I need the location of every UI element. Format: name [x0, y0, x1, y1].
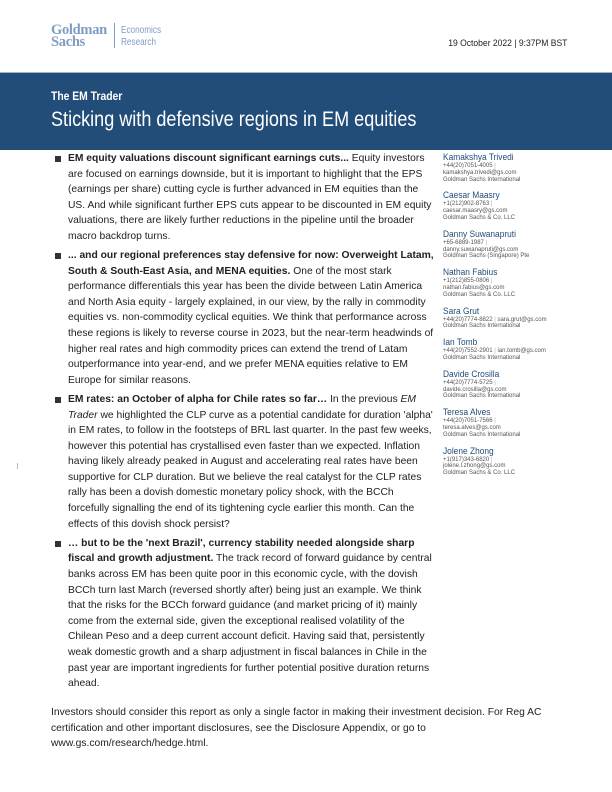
author-name: Sara Grut [443, 305, 480, 317]
paragraph-lead: ... and our regional preferences stay defensive for now: Overweight Latam, South & South-East Asia, and MENA equities. [68, 250, 434, 277]
author-firm: Goldman Sachs & Co. LLC [443, 291, 516, 298]
author-contact [443, 306, 608, 331]
author-contact [443, 369, 608, 400]
author-phone: +44(20)7051-7566 | [443, 418, 496, 425]
margin-mark [17, 463, 18, 469]
report-body [55, 151, 437, 695]
author-email[interactable]: caesar.maasry@gs.com [443, 208, 508, 215]
author-phone-email: +44(20)7552-2901 | ian.tomb@gs.com [443, 348, 546, 355]
author-firm: Goldman Sachs International [443, 354, 521, 361]
disclosure-footer: Investors should consider this report as only a single factor in making their investment decision. For Reg AC certification and other important disclosures, see the Disclosure Appendix, or go to www.gs.com/research/hedge.html. [51, 707, 542, 749]
author-firm: Goldman Sachs (Singapore) Pte [443, 253, 530, 260]
goldman-sachs-logo [51, 23, 172, 48]
author-firm: Goldman Sachs International [443, 176, 521, 183]
author-phone: +44(20)7774-8822 [443, 316, 493, 323]
author-firm: Goldman Sachs International [443, 323, 521, 330]
author-email[interactable]: kamakshya.trivedi@gs.com [443, 169, 517, 176]
author-firm: Goldman Sachs & Co. LLC [443, 214, 516, 221]
publish-date: 19 October 2022 | 9:37PM BST [447, 38, 567, 49]
author-email[interactable]: jolene.l.zhong@gs.com [443, 463, 506, 470]
author-name: Kamakshya Trivedi [443, 152, 514, 163]
author-contact [443, 267, 608, 298]
unit-line-1: Economics [120, 23, 161, 36]
author-contact [443, 407, 608, 438]
author-firm: Goldman Sachs International [443, 393, 521, 400]
author-name: Danny Suwanapruti [443, 228, 516, 240]
author-name: Caesar Maasry [443, 190, 500, 202]
author-phone: +1(212)855-0806 | [443, 278, 493, 285]
paragraph-lead: EM equity valuations discount significant earnings cuts... [68, 153, 349, 164]
author-email[interactable]: teresa.alves@gs.com [443, 424, 501, 431]
author-name: Nathan Fabius [443, 267, 498, 279]
author-contacts [443, 152, 608, 484]
logo-line-1: Goldman [51, 21, 107, 38]
report-title: Sticking with defensive regions in EM equities [51, 108, 417, 131]
paragraph-text: In the previous [327, 393, 401, 405]
author-contact [443, 229, 608, 260]
author-name: Teresa Alves [443, 407, 491, 419]
author-email[interactable]: davide.crosilla@gs.com [443, 386, 507, 393]
paragraph-lead: EM rates: an October of alpha for Chile rates so far… [68, 393, 328, 405]
author-phone-email: +44(20)7774-8822 | sara.grut@gs.com [443, 316, 547, 323]
author-name: Davide Crosilla [443, 368, 500, 380]
author-phone: +1(212)902-8763 | [443, 201, 493, 208]
author-firm: Goldman Sachs & Co. LLC [443, 470, 516, 477]
bullet-paragraph [55, 248, 437, 388]
author-phone: +44(20)7552-2901 [443, 348, 493, 355]
bullet-paragraph [55, 536, 437, 692]
author-firm: Goldman Sachs International [443, 431, 521, 438]
paragraph-lead: … but to be the 'next Brazil', currency stability needed alongside sharp fiscal and growth adjustment. [68, 537, 415, 565]
publication-name: EM Trader [68, 393, 416, 421]
bullet-icon [55, 541, 61, 547]
author-name: Jolene Zhong [443, 445, 494, 457]
logo-divider [114, 23, 115, 48]
paragraph-text: Equity investors are focused on earnings downside, but it is important to highlight that the EPS (earnings per share) cutting cycle is further advanced in EM equities than the US. And while significant further EPS cuts appear to be discounted in EM equity valuations, there are likely further reductions in the pipeline until the broader macro backdrop turns. [68, 153, 432, 242]
author-email[interactable]: danny.suwanapruti@gs.com [443, 246, 519, 253]
author-phone: +44(20)7774-5725 | [443, 379, 496, 386]
unit-line-2: Research [120, 35, 156, 48]
author-phone: +1(917)343-6820 | [443, 456, 493, 463]
series-name: The EM Trader [51, 91, 123, 103]
author-name: Ian Tomb [443, 337, 478, 349]
paragraph-text: One of the most stark performance differentials this year has been the divide between Latin America and North Asia equity - largely explained, in our view, by the rally in commodity equities vs. non-commodity cyclical equities. We think that performance across these regions is likely to reverse course in 2023, but the near-term headwinds of higher real rates and high commodity prices can extend the trend of Latam outperformance into year-end, and we prefer MENA equities relative to EM Europe for similar reasons. [68, 265, 434, 386]
logo-line-2: Sachs [51, 33, 85, 50]
paragraph-text: we highlighted the CLP curve as a potential candidate for duration 'alpha' in EM rates, to follow in the footsteps of BRL last quarter. In the past few weeks, however this potential has crystallised even faster than we expected. Inflation having likely already peaked in August and accelerating real rates have been supportive for CLP duration. But we believe the real catalyst for the CLP rates rally has been a dovish domestic monetary policy shock, with the BCCh forcefully signalling the end of its tightening cycle earlier this month. Can the effects of this dovish shock persist? [68, 409, 433, 530]
author-email[interactable]: ian.tomb@gs.com [497, 348, 546, 355]
author-email[interactable]: sara.grut@gs.com [497, 316, 547, 323]
paragraph-text: The track record of forward guidance by central banks across EM has been quite poor in this economic cycle, with the dovish BCCh turn last March (reversed shortly after) being just an example. We think that the risks for the BCCh forward guidance (and market pricing of it) mainly come from the external side, given the exceptional realised volatility of the Chilean Peso and a deep current account deficit. Having said that, persistently weak domestic growth and a sharp adjustment in fiscal balances in Chile in the past year are important ingredients for further potential positive duration returns ahead. [68, 553, 432, 690]
bullet-icon [55, 253, 61, 259]
bullet-icon [55, 156, 61, 162]
author-phone: +44(20)7051-4005 | [443, 163, 496, 169]
bullet-paragraph [55, 151, 437, 245]
bullet-icon [55, 397, 61, 403]
bullet-paragraph [55, 392, 437, 532]
author-phone: +65-6889-1987 | [443, 239, 488, 246]
author-contact [443, 152, 608, 183]
author-contact [443, 337, 608, 362]
author-email[interactable]: nathan.fabius@gs.com [443, 284, 505, 291]
author-contact [443, 446, 608, 477]
author-contact [443, 190, 608, 221]
